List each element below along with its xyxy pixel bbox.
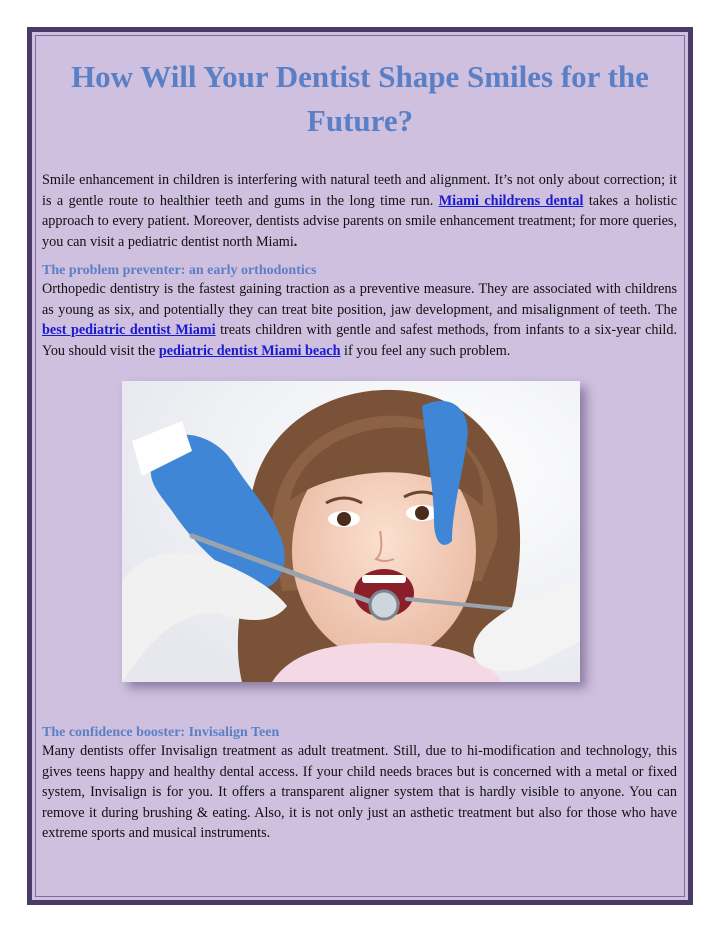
miami-childrens-dental-link[interactable]: Miami childrens dental [438,192,584,209]
best-pediatric-dentist-miami-link[interactable]: best pediatric dentist Miami [42,322,216,338]
section1-text-1: Orthopedic dentistry is the fastest gaining traction as a preventive measure. They are associated with childrens as young as six, and potentially they can treat bite position, jaw development, and misalignment of teeth. The [42,281,677,318]
intro-end-mark: . [293,233,298,250]
intro-text-1: Smile enhancement in children is interfering with natural teeth and alignment. It’s not only about correction; it is a gentle route to healthier teeth and gums in the long time run. [42,172,677,209]
section1-text-3: if you feel any such problem. [340,342,511,359]
section1-paragraph [42,279,677,361]
section-heading-invisalign-teen: The confidence booster: Invisalign Teen [42,725,280,740]
child-dentist-photo [122,381,580,682]
child-dentist-illustration [122,381,580,682]
intro-paragraph [42,170,677,252]
section-heading-early-orthodontics: The problem preventer: an early orthodontics [42,263,317,278]
section2-paragraph: Many dentists offer Invisalign treatment as adult treatment. Still, due to hi-modification and technology, this gives teens happy and healthy dental access. If your child needs braces but is concerned with a metal or fixed system, Invisalign is for you. It offers a transparent aligner system that is hardly visible to anyone. You can remove it during brushing & eating. Also, it is not only just an asthetic treatment but also for those who have extreme sports and musical instruments. [42,743,677,841]
page-title: How Will Your Dentist Shape Smiles for the Future? [71,59,649,138]
pediatric-dentist-miami-beach-link[interactable]: pediatric dentist Miami beach [158,342,341,359]
intro-text-2: takes a holistic approach to every patient. Moreover, dentists advise parents on smile enhancement treatment; for more queries, you can visit a pediatric dentist north Miami [42,192,677,250]
section1-text-2: treats children with gentle and safest methods, from infants to a six-year child. You should visit the [42,322,678,359]
